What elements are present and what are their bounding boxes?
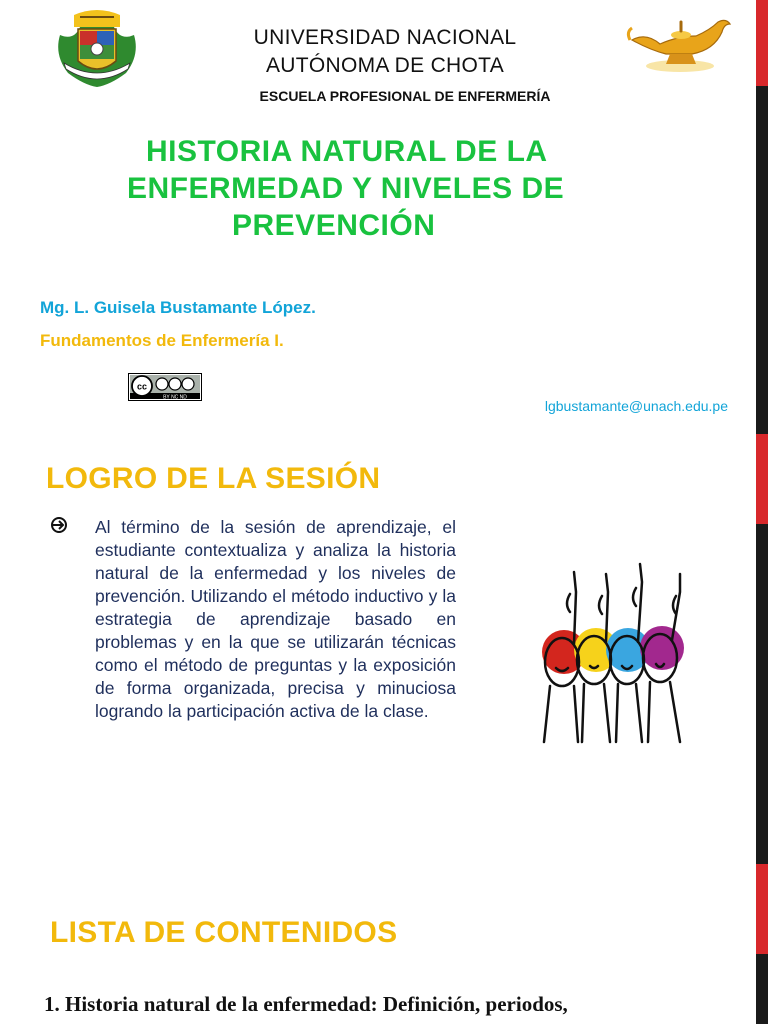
title-line1: HISTORIA NATURAL DE LA	[146, 135, 548, 168]
university-crest-logo	[50, 5, 144, 89]
edge-bar-red	[756, 864, 768, 954]
edge-bar-red	[756, 434, 768, 524]
cc-badge-terms: BY NC ND	[163, 394, 187, 401]
title-line3: PREVENCIÓN	[232, 209, 436, 242]
contenidos-heading: LISTA DE CONTENIDOS	[50, 916, 398, 949]
raised-hands-illustration	[530, 552, 698, 746]
edge-bar-red	[756, 0, 768, 86]
edge-bar-dark	[756, 524, 768, 864]
edge-bar-dark	[756, 954, 768, 1024]
school-name: ESCUELA PROFESIONAL DE ENFERMERÍA	[259, 88, 551, 104]
title-line2: ENFERMEDAD Y NIVELES DE	[127, 172, 565, 205]
contact-email[interactable]: lgbustamante@unach.edu.pe	[544, 398, 728, 414]
university-name-line1: UNIVERSIDAD NACIONAL	[253, 26, 517, 49]
logro-paragraph: Al término de la sesión de aprendizaje, el estudiante contextualiza y analiza la historia natural de la enfermedad y los niveles de prevención. Utilizando el método inductivo y la estrategia de aprendizaje basado en problemas y en la que se utilizarán técnicas como el método de preguntas y la exposición de forma organizada, precisa y minuciosa logrando la participación activa de la clase.	[95, 517, 456, 721]
arrow-circle-icon	[50, 516, 68, 534]
nursing-lamp-logo	[626, 10, 734, 76]
edge-bar-dark	[756, 86, 768, 434]
logro-heading: LOGRO DE LA SESIÓN	[46, 462, 381, 495]
contenidos-item: 1. Historia natural de la enfermedad: Definición, periodos,	[44, 992, 568, 1016]
university-name-line2: AUTÓNOMA DE CHOTA	[265, 54, 505, 77]
author-name: Mg. L. Guisela Bustamante López.	[40, 298, 316, 317]
creative-commons-license-badge	[128, 373, 202, 401]
course-name: Fundamentos de Enfermería I.	[40, 331, 284, 350]
cc-badge-text: cc	[136, 381, 148, 392]
